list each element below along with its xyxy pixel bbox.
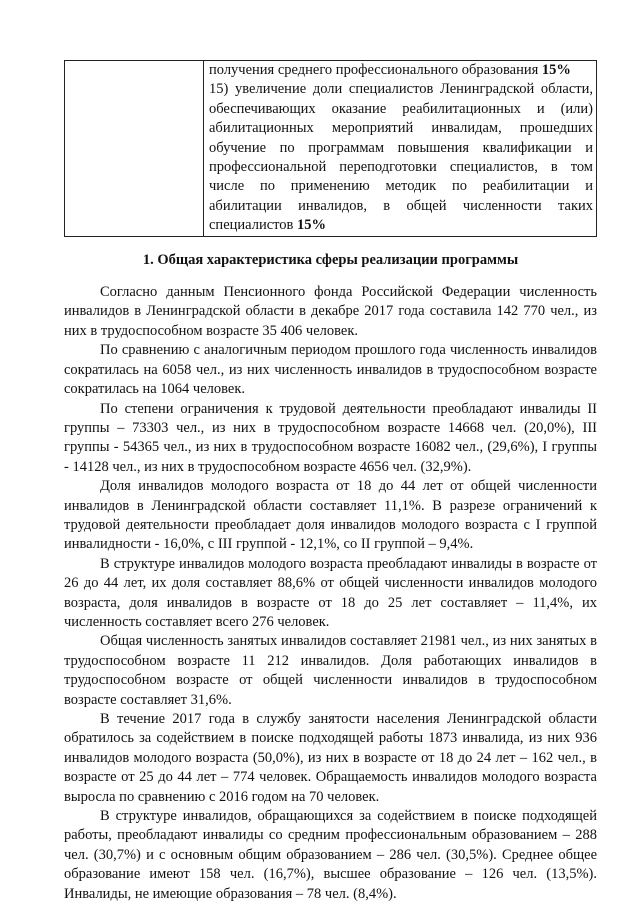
indicator-item-15 [209,80,593,235]
paragraph-disability-groups: По степени ограничения к трудовой деятельности преобладают инвалиды II группы – 73303 чел., из них в трудоспособном возрасте 14668 чел. (20,0%), III группы - 54365 чел., из них в трудоспособном возрасте 16082 чел., (29,6%), I группы - 14128 чел., из них в трудоспособном возрасте 4656 чел. (32,9%). [64,400,597,475]
indicator-text: 15) увеличение доли специалистов Ленинградской области, обеспечивающих оказание реабилитационных и (или) абилитационных мероприятий инвалидам, прошедших обучение по программам повышения квалификации и профессиональной переподготовки специалистов, в том числе по применению методик по реабилитации и абилитации инвалидов, в общей численности таких специалистов [209,81,593,234]
table-cell-indicators [204,61,597,237]
table-row [65,61,597,237]
indicator-percent: 15% [541,62,571,78]
paragraph-young-age-structure: В структуре инвалидов молодого возраста преобладают инвалиды в возрасте от 26 до 44 лет, их доля составляет 88,6% от общей численности инвалидов молодого возраста, доля инвалидов в возрасте от 18 до 25 лет составляет – 11,4%, их численность составляет всего 276 человек. [64,555,597,630]
paragraph-young-age-share: Доля инвалидов молодого возраста от 18 до 44 лет от общей численности инвалидов в Ленинградской области составляет 11,1%. В разрезе ограничений к трудовой деятельности преобладает доля инвалидов молодого возраста с I группой инвалидности - 16,0%, с III группой - 12,1%, со II группой – 9,4%. [64,478,597,553]
paragraph-employment-service-2017: В течение 2017 года в службу занятости населения Ленинградской области обратилось за содействием в поиске подходящей работы 1873 инвалида, из них 936 инвалидов молодого возраста (50,0%), из них в возрасте от 18 до 24 лет – 162 чел., в возрасте от 25 до 44 лет – 774 человек. Обращаемость инвалидов молодого возраста выросла по сравнению с 2016 годом на 70 человек. [64,711,597,805]
targets-table [64,60,597,237]
paragraph-year-comparison: По сравнению с аналогичным периодом прошлого года численность инвалидов сократилась на 6058 чел., из них численность инвалидов в трудоспособном возрасте сократилась на 1064 человек. [64,342,597,398]
paragraph-pension-fund-data: Согласно данным Пенсионного фонда Российской Федерации численность инвалидов в Ленинградской области в декабре 2017 года составила 142 770 чел., из них в трудоспособном возрасте 35 406 человек. [64,284,597,339]
indicator-text: получения среднего профессионального образования [209,62,539,78]
indicator-percent: 15% [297,217,327,234]
table-cell-left-empty [65,61,204,237]
paragraph-education-structure: В структуре инвалидов, обращающихся за содействием в поиске подходящей работы, преобладают инвалиды со средним профессиональным образованием – 288 чел. (30,7%) и с основным общим образованием – 286 чел. (30,5%). Среднее общее образование имеют 158 чел. (16,7%), высшее образование – 126 чел. (13,5%). Инвалиды, не имеющие образования – 78 чел. (8,4%). [64,808,597,902]
section-body [64,283,597,904]
paragraph-employed-disabled: Общая численность занятых инвалидов составляет 21981 чел., из них занятых в трудоспособном возрасте 11 212 инвалидов. Доля работающих инвалидов в трудоспособном возрасте от общей численности инвалидов в трудоспособном возрасте составляет 31,6%. [64,633,597,708]
document-page [64,60,597,904]
section-heading: 1. Общая характеристика сферы реализации программы [142,251,519,268]
indicator-line-vocational-education [209,61,593,80]
